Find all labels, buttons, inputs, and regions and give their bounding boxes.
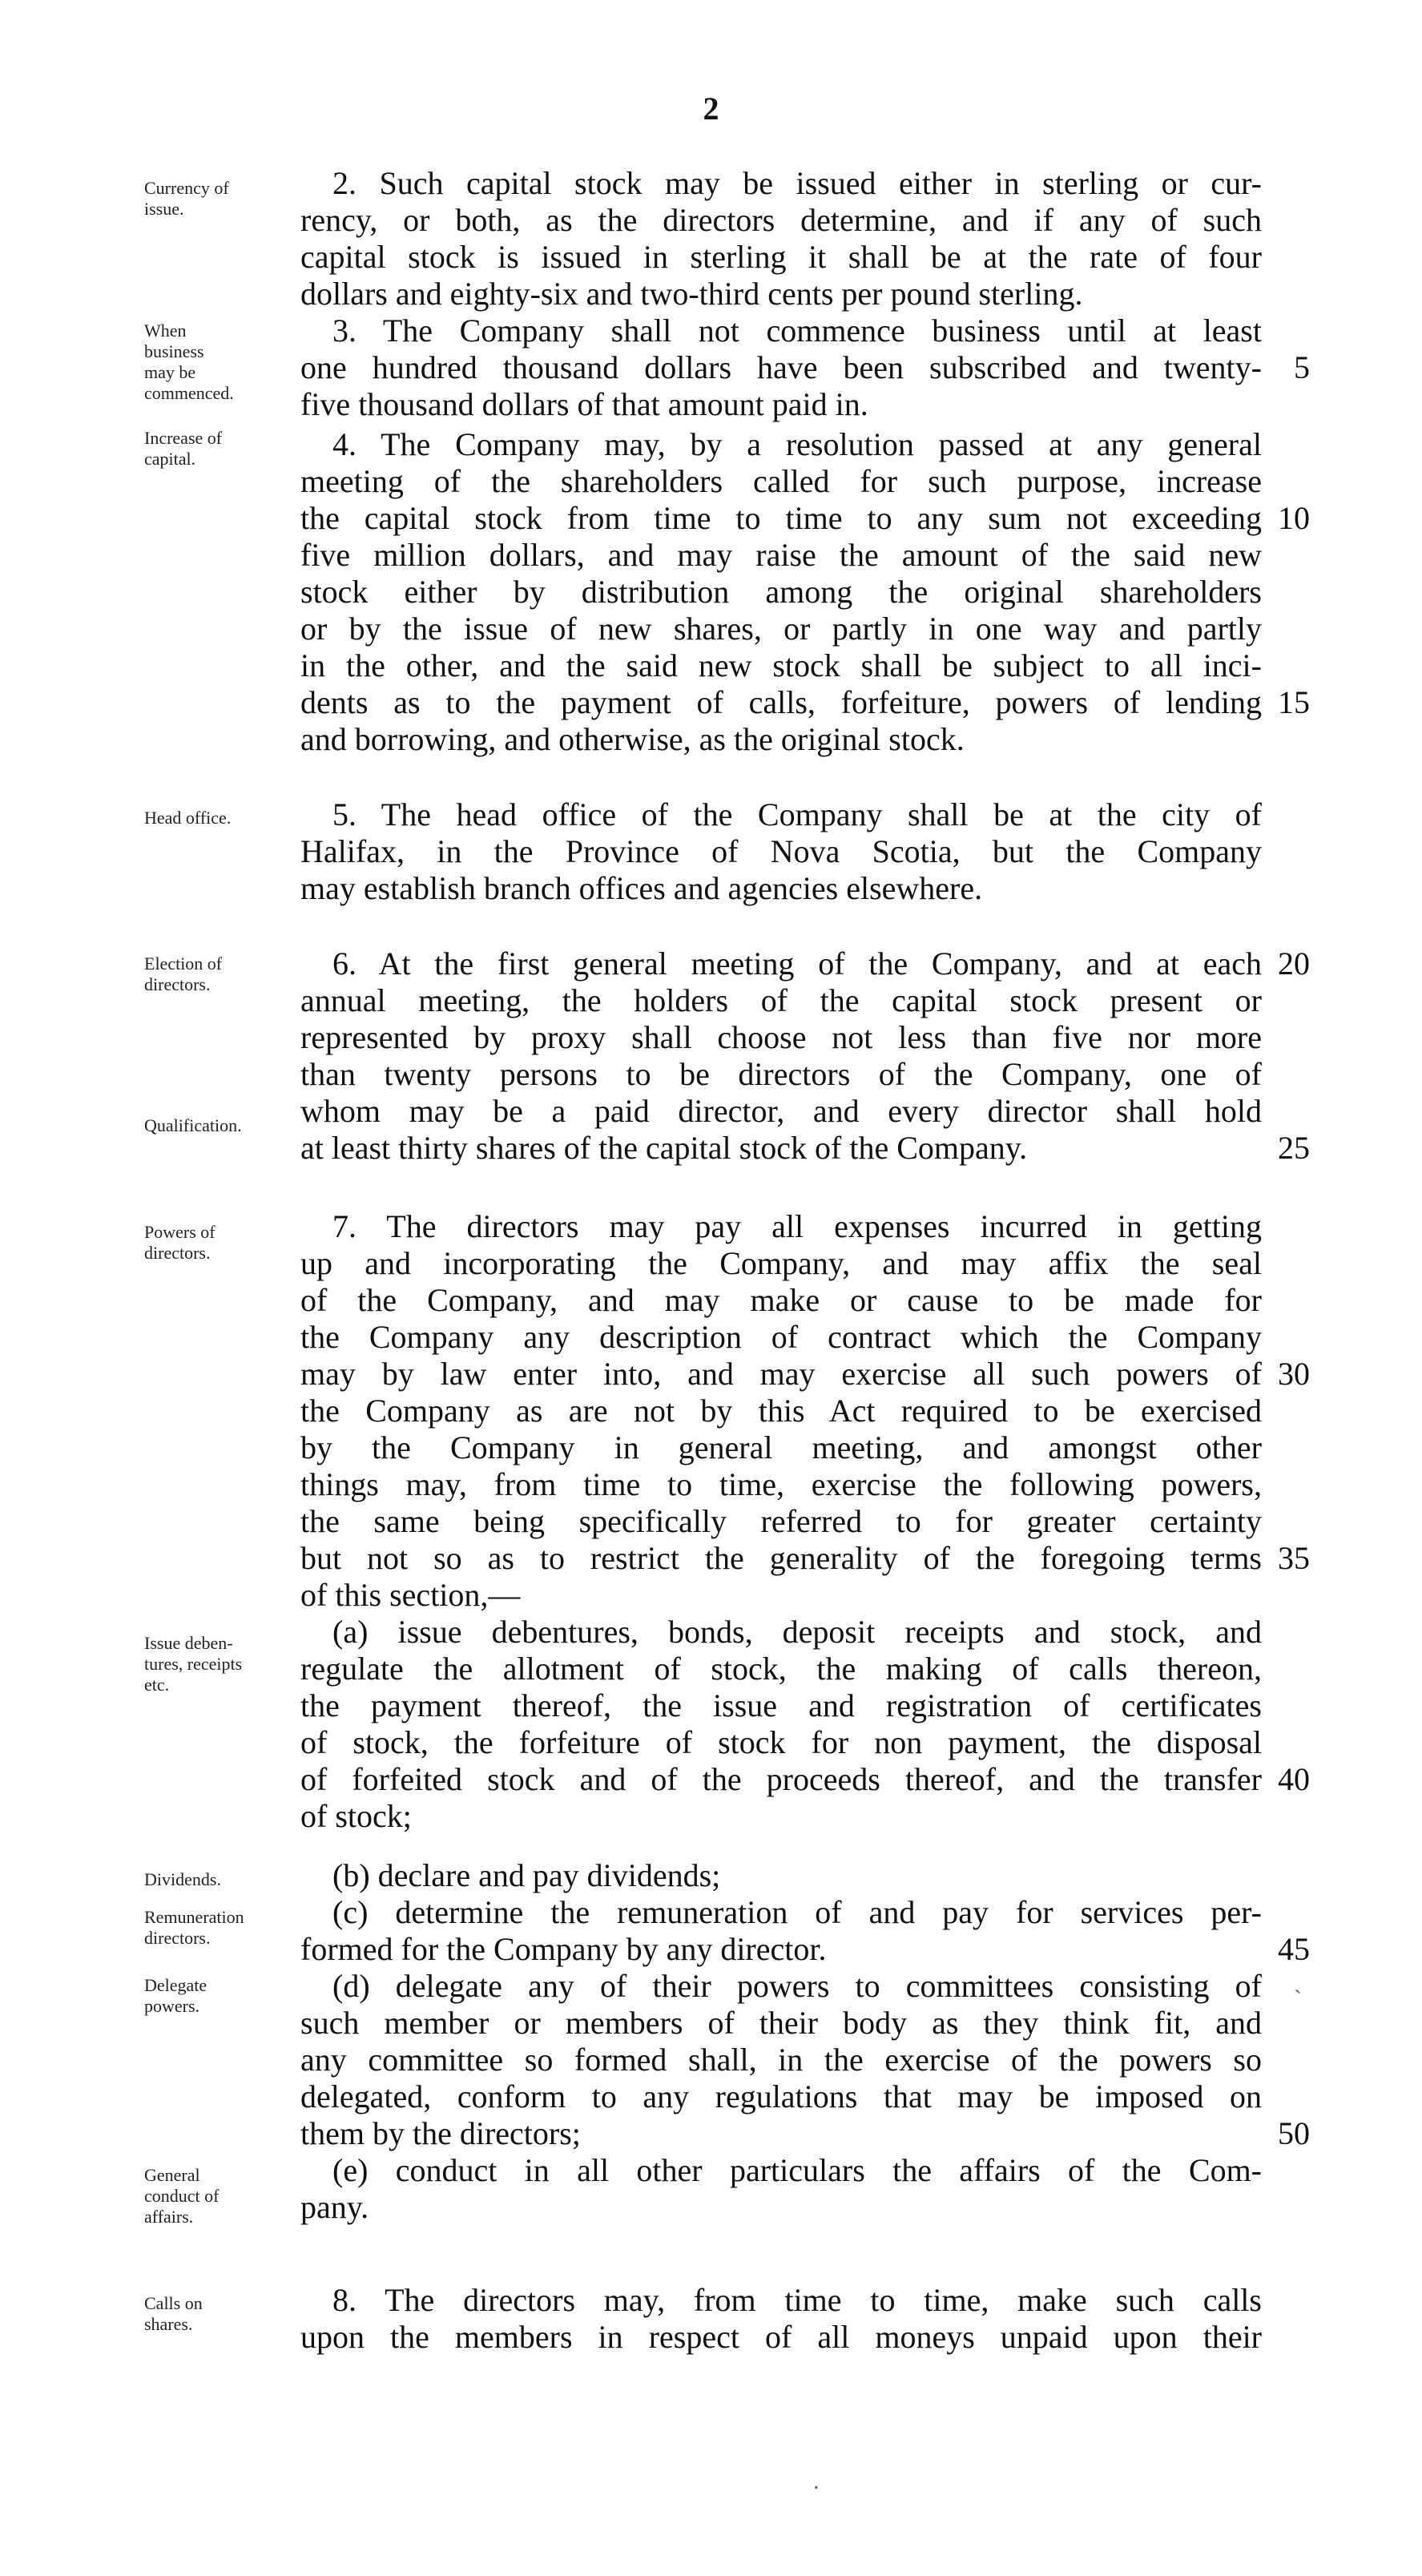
print-mark: `: [1294, 1985, 1302, 2012]
text-line: dents as to the payment of calls, forfeiture, powers of lending: [300, 684, 1262, 720]
text-line: regulate the allotment of stock, the making of calls thereon,: [300, 1651, 1262, 1687]
text-line: (d) delegate any of their powers to committees consisting of: [332, 1968, 1262, 2004]
text-line: formed for the Company by any director.: [300, 1931, 827, 1967]
margin-note-line: tures, receipts: [144, 1654, 243, 1674]
margin-note-line: Delegate: [144, 1975, 207, 1995]
text-line: of the Company, and may make or cause to be made for: [300, 1282, 1262, 1318]
text-line: them by the directors;: [300, 2115, 581, 2151]
margin-note-line: conduct of: [144, 2186, 220, 2206]
line-number: 35: [1278, 1540, 1310, 1576]
margin-note-line: Election of: [144, 953, 223, 974]
text-line: five million dollars, and may raise the amount of the said new: [300, 537, 1262, 573]
line-number: 45: [1278, 1931, 1310, 1967]
text-line: dollars and eighty-six and two-third cents per pound sterling.: [300, 276, 1083, 312]
text-line: delegated, conform to any regulations that may be imposed on: [300, 2078, 1262, 2114]
line-number: 20: [1278, 945, 1310, 982]
margin-note-line: When: [144, 320, 187, 341]
print-mark: .: [813, 2468, 820, 2494]
text-line: (a) issue debentures, bonds, deposit receipts and stock, and: [332, 1614, 1262, 1650]
margin-note-qualification: [144, 1115, 312, 1136]
text-line: upon the members in respect of all moneys unpaid upon their: [300, 2319, 1262, 2355]
margin-note-line: powers.: [144, 1996, 200, 2016]
margin-note-line: Increase of: [144, 428, 223, 448]
text-line: of stock, the forfeiture of stock for non payment, the disposal: [300, 1724, 1262, 1760]
line-number: 30: [1278, 1356, 1310, 1392]
text-line: whom may be a paid director, and every director shall hold: [300, 1093, 1262, 1129]
text-line: than twenty persons to be directors of the Company, one of: [300, 1056, 1262, 1092]
text-line: the Company as are not by this Act required to be exercised: [300, 1393, 1262, 1429]
text-line: may establish branch offices and agencies elsewhere.: [300, 870, 983, 906]
line-number: 25: [1278, 1130, 1310, 1166]
text-line: may by law enter into, and may exercise all such powers of: [300, 1356, 1262, 1392]
line-number: 15: [1278, 684, 1310, 720]
margin-note-line: Issue deben-: [144, 1633, 233, 1653]
text-line: represented by proxy shall choose not less than five nor more: [300, 1019, 1262, 1055]
margin-note-dividends: [144, 1869, 312, 1890]
text-line: in the other, and the said new stock shall be subject to all inci-: [300, 647, 1262, 683]
text-line: the Company any description of contract which the Company: [300, 1319, 1262, 1355]
margin-note-line: capital.: [144, 449, 196, 469]
margin-note-line: Dividends.: [144, 1869, 221, 1889]
margin-note-increase-of-capital: [144, 428, 312, 470]
text-line: 5. The head office of the Company shall be at the city of: [332, 796, 1262, 832]
margin-note-issue-debentures: [144, 1633, 312, 1695]
text-line: 8. The directors may, from time to time, make such calls: [332, 2282, 1262, 2318]
margin-note-line: commenced.: [144, 383, 234, 403]
margin-note-remuneration-directors: [144, 1907, 312, 1949]
text-line: 7. The directors may pay all expenses incurred in getting: [332, 1208, 1262, 1244]
text-line: five thousand dollars of that amount paid in.: [300, 386, 868, 422]
margin-note-line: directors.: [144, 1928, 211, 1948]
page-number: 2: [703, 91, 719, 127]
text-line: 3. The Company shall not commence business until at least: [332, 312, 1262, 349]
line-number: 10: [1278, 500, 1310, 536]
margin-note-line: affairs.: [144, 2207, 194, 2227]
text-line: the payment thereof, the issue and registration of certificates: [300, 1687, 1262, 1723]
margin-note-line: etc.: [144, 1675, 170, 1695]
text-line: at least thirty shares of the capital stock of the Company.: [300, 1130, 1028, 1166]
text-line: Halifax, in the Province of Nova Scotia, but the Company: [300, 833, 1262, 869]
text-line: 2. Such capital stock may be issued either in sterling or cur-: [332, 165, 1262, 201]
margin-note-line: Remuneration: [144, 1907, 244, 1927]
text-line: (b) declare and pay dividends;: [332, 1857, 721, 1893]
text-line: capital stock is issued in sterling it shall be at the rate of four: [300, 239, 1262, 275]
margin-note-line: Qualification.: [144, 1115, 242, 1135]
text-line: by the Company in general meeting, and amongst other: [300, 1429, 1262, 1465]
text-line: 6. At the first general meeting of the Company, and at each: [332, 945, 1262, 982]
margin-note-line: directors.: [144, 1243, 211, 1263]
margin-note-line: Powers of: [144, 1222, 216, 1242]
text-line: up and incorporating the Company, and may affix the seal: [300, 1245, 1262, 1281]
text-line: pany.: [300, 2189, 369, 2225]
margin-note-head-office: [144, 808, 312, 828]
text-line: annual meeting, the holders of the capital stock present or: [300, 982, 1262, 1018]
line-number: 50: [1278, 2115, 1310, 2151]
margin-note-general-conduct: [144, 2165, 312, 2227]
text-line: stock either by distribution among the original shareholders: [300, 574, 1262, 610]
text-line: meeting of the shareholders called for such purpose, increase: [300, 463, 1262, 499]
text-line: one hundred thousand dollars have been subscribed and twenty-: [300, 349, 1262, 385]
text-line: (e) conduct in all other particulars the affairs of the Com-: [332, 2152, 1262, 2188]
text-line: any committee so formed shall, in the exercise of the powers so: [300, 2042, 1262, 2078]
margin-note-line: Currency of: [144, 178, 229, 198]
margin-note-line: business: [144, 341, 204, 361]
text-line: things may, from time to time, exercise the following powers,: [300, 1466, 1262, 1502]
text-line: but not so as to restrict the generality of the foregoing terms: [300, 1540, 1262, 1576]
margin-note-when-business-commenced: [144, 320, 312, 404]
text-line: and borrowing, and otherwise, as the original stock.: [300, 721, 965, 757]
text-line: the same being specifically referred to for greater certainty: [300, 1503, 1262, 1539]
text-line: (c) determine the remuneration of and pay for services per-: [332, 1894, 1262, 1930]
margin-note-line: directors.: [144, 974, 211, 994]
line-number: 40: [1278, 1761, 1310, 1797]
margin-note-line: General: [144, 2165, 200, 2185]
text-line: the capital stock from time to time to any sum not exceeding: [300, 500, 1262, 536]
margin-note-powers-of-directors: [144, 1222, 312, 1264]
text-line: 4. The Company may, by a resolution passed at any general: [332, 426, 1262, 462]
margin-note-election-of-directors: [144, 953, 312, 995]
margin-note-line: issue.: [144, 199, 184, 219]
margin-note-line: shares.: [144, 2314, 193, 2334]
line-number: 5: [1294, 349, 1310, 385]
margin-note-currency-of-issue: [144, 178, 312, 220]
text-line: or by the issue of new shares, or partly in one way and partly: [300, 611, 1262, 647]
text-line: of forfeited stock and of the proceeds thereof, and the transfer: [300, 1761, 1262, 1797]
margin-note-line: Calls on: [144, 2293, 203, 2313]
text-line: such member or members of their body as they think fit, and: [300, 2005, 1262, 2041]
text-line: rency, or both, as the directors determine, and if any of such: [300, 202, 1262, 238]
text-line: of this section,—: [300, 1577, 521, 1613]
text-line: of stock;: [300, 1798, 412, 1834]
margin-note-line: Head office.: [144, 808, 232, 828]
margin-note-line: may be: [144, 362, 196, 382]
margin-note-calls-on-shares: [144, 2293, 312, 2335]
margin-note-delegate-powers: [144, 1975, 312, 2017]
